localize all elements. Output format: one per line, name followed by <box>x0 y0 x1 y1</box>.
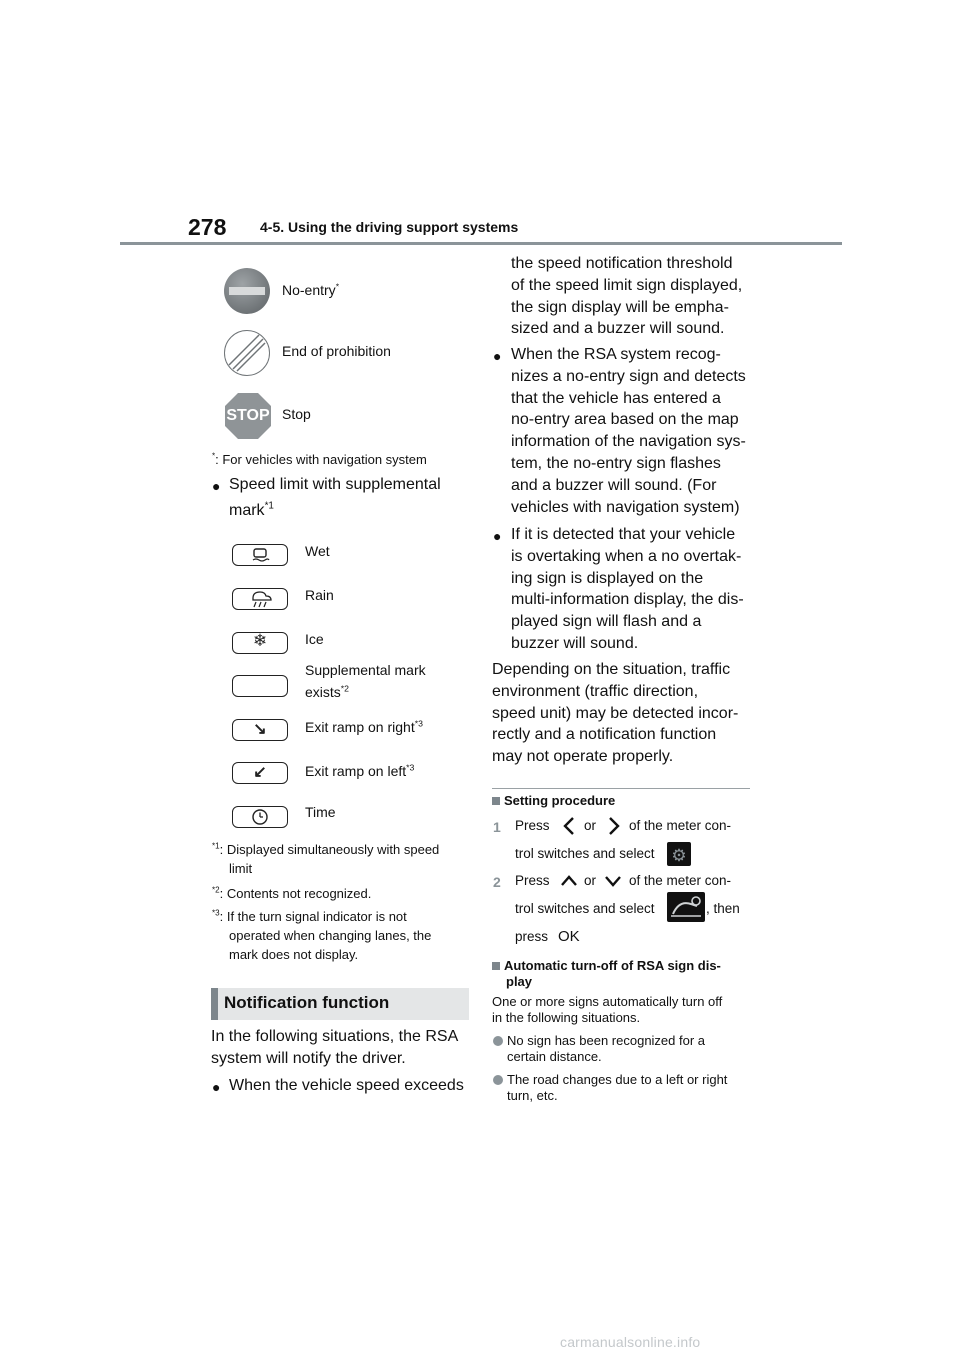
bullet-icon: ● <box>493 528 502 544</box>
rain-mark-icon <box>232 588 288 610</box>
header-rule <box>120 242 842 245</box>
stop-label: Stop <box>282 406 311 422</box>
end-of-prohibition-label: End of prohibition <box>282 343 391 359</box>
watermark: carmanualsonline.info <box>560 1334 701 1350</box>
footnote-3: $^{*3}$: If the turn signal indicator is not operated when changing lanes, the mark does not display. <box>212 908 432 962</box>
bullet-icon <box>493 1036 503 1046</box>
end-of-prohibition-sign-icon <box>224 330 270 376</box>
notification-bullet-1-start: When the vehicle speed exceeds <box>229 1077 464 1094</box>
step-2-text: Press or of the meter con- trol switches and select , then press OK <box>515 868 655 950</box>
auto-off-heading: Automatic turn-off of RSA sign dis- play <box>492 958 721 990</box>
exit-left-label: Exit ramp on left$^{*3}$ <box>305 762 415 779</box>
exit-right-mark-icon: ↘ <box>232 719 288 741</box>
notification-title: Notification function <box>224 993 390 1012</box>
setting-procedure-heading: Setting procedure <box>492 793 615 809</box>
stop-sign-icon <box>224 392 272 440</box>
notification-bullet-3: If it is detected that your vehicle is overtaking when a no overtak- ing sign is displayed on the multi-information display, the dis- played sign will flash and a buzzer will sound. <box>511 526 744 652</box>
footnote-1: $^{*1}$: Displayed simultaneously with speed limit <box>212 841 440 876</box>
ok-button-icon: OK <box>558 928 580 945</box>
supplemental-bullet: Speed limit with supplemental mark$^{*1}$ <box>229 476 441 519</box>
supplemental-mark-label: Supplemental mark exists$^{*2}$ <box>305 662 426 700</box>
rsa-sign-icon <box>667 892 705 922</box>
step-2-number: 2 <box>493 874 501 890</box>
exit-right-label: Exit ramp on right$^{*3}$ <box>305 718 423 735</box>
chevron-left-icon <box>562 816 576 836</box>
chevron-right-icon <box>607 816 621 836</box>
notification-bullet-2: When the RSA system recog- nizes a no-entry sign and detects that the vehicle has entered a no-entry area based on the map information of the navigation sys- tem, the no-entry sign flashes and a buzzer will sound. (For vehicles with navigation system) <box>511 346 746 516</box>
notification-paragraph: Depending on the situation, traffic environment (traffic direction, speed unit) may be detected incor- rectly and a notification function may not operate properly. <box>492 661 739 766</box>
supplemental-mark-icon <box>232 675 288 697</box>
step-1-text: Press or of the meter con- trol switches and select ⚙ <box>515 818 732 865</box>
gear-settings-icon: ⚙ <box>667 842 691 866</box>
no-entry-sign-icon <box>224 268 270 314</box>
step-1-number: 1 <box>493 819 501 835</box>
section-divider <box>492 788 750 789</box>
auto-off-item-1: No sign has been recognized for a certain distance. <box>507 1033 706 1064</box>
ice-label: Ice <box>305 631 324 647</box>
notification-intro: In the following situations, the RSA system will notify the driver. <box>211 1028 459 1067</box>
stop-sign-text: STOP <box>226 407 270 424</box>
rain-label: Rain <box>305 587 334 603</box>
time-mark-icon <box>232 806 288 828</box>
time-label: Time <box>305 804 336 820</box>
bullet-icon: ● <box>493 348 502 364</box>
notification-bullet-1-continued: the speed notification threshold of the speed limit sign displayed, the sign display will be empha- sized and a buzzer will sound. <box>511 255 743 338</box>
chevron-down-icon <box>604 874 622 888</box>
wet-label: Wet <box>305 543 330 559</box>
auto-off-item-2: The road changes due to a left or right turn, etc. <box>507 1072 728 1103</box>
chevron-up-icon <box>560 874 578 888</box>
wet-mark-icon <box>232 544 288 566</box>
bullet-icon: ● <box>212 478 221 494</box>
page-number: 278 <box>188 214 227 240</box>
bullet-icon: ● <box>212 1079 221 1095</box>
auto-off-text: One or more signs automatically turn off in the following situations. <box>492 994 723 1025</box>
bullet-icon <box>493 1075 503 1085</box>
navigation-footnote: *: For vehicles with navigation system <box>212 451 427 467</box>
footnote-2: $^{*2}$: Contents not recognized. <box>212 885 372 901</box>
no-entry-label: No-entry* <box>282 281 340 298</box>
header-accent-bar <box>211 988 218 1020</box>
ice-mark-icon: ❄ <box>232 632 288 654</box>
exit-left-mark-icon: ↙ <box>232 762 288 784</box>
section-title: 4-5. Using the driving support systems <box>260 219 519 235</box>
